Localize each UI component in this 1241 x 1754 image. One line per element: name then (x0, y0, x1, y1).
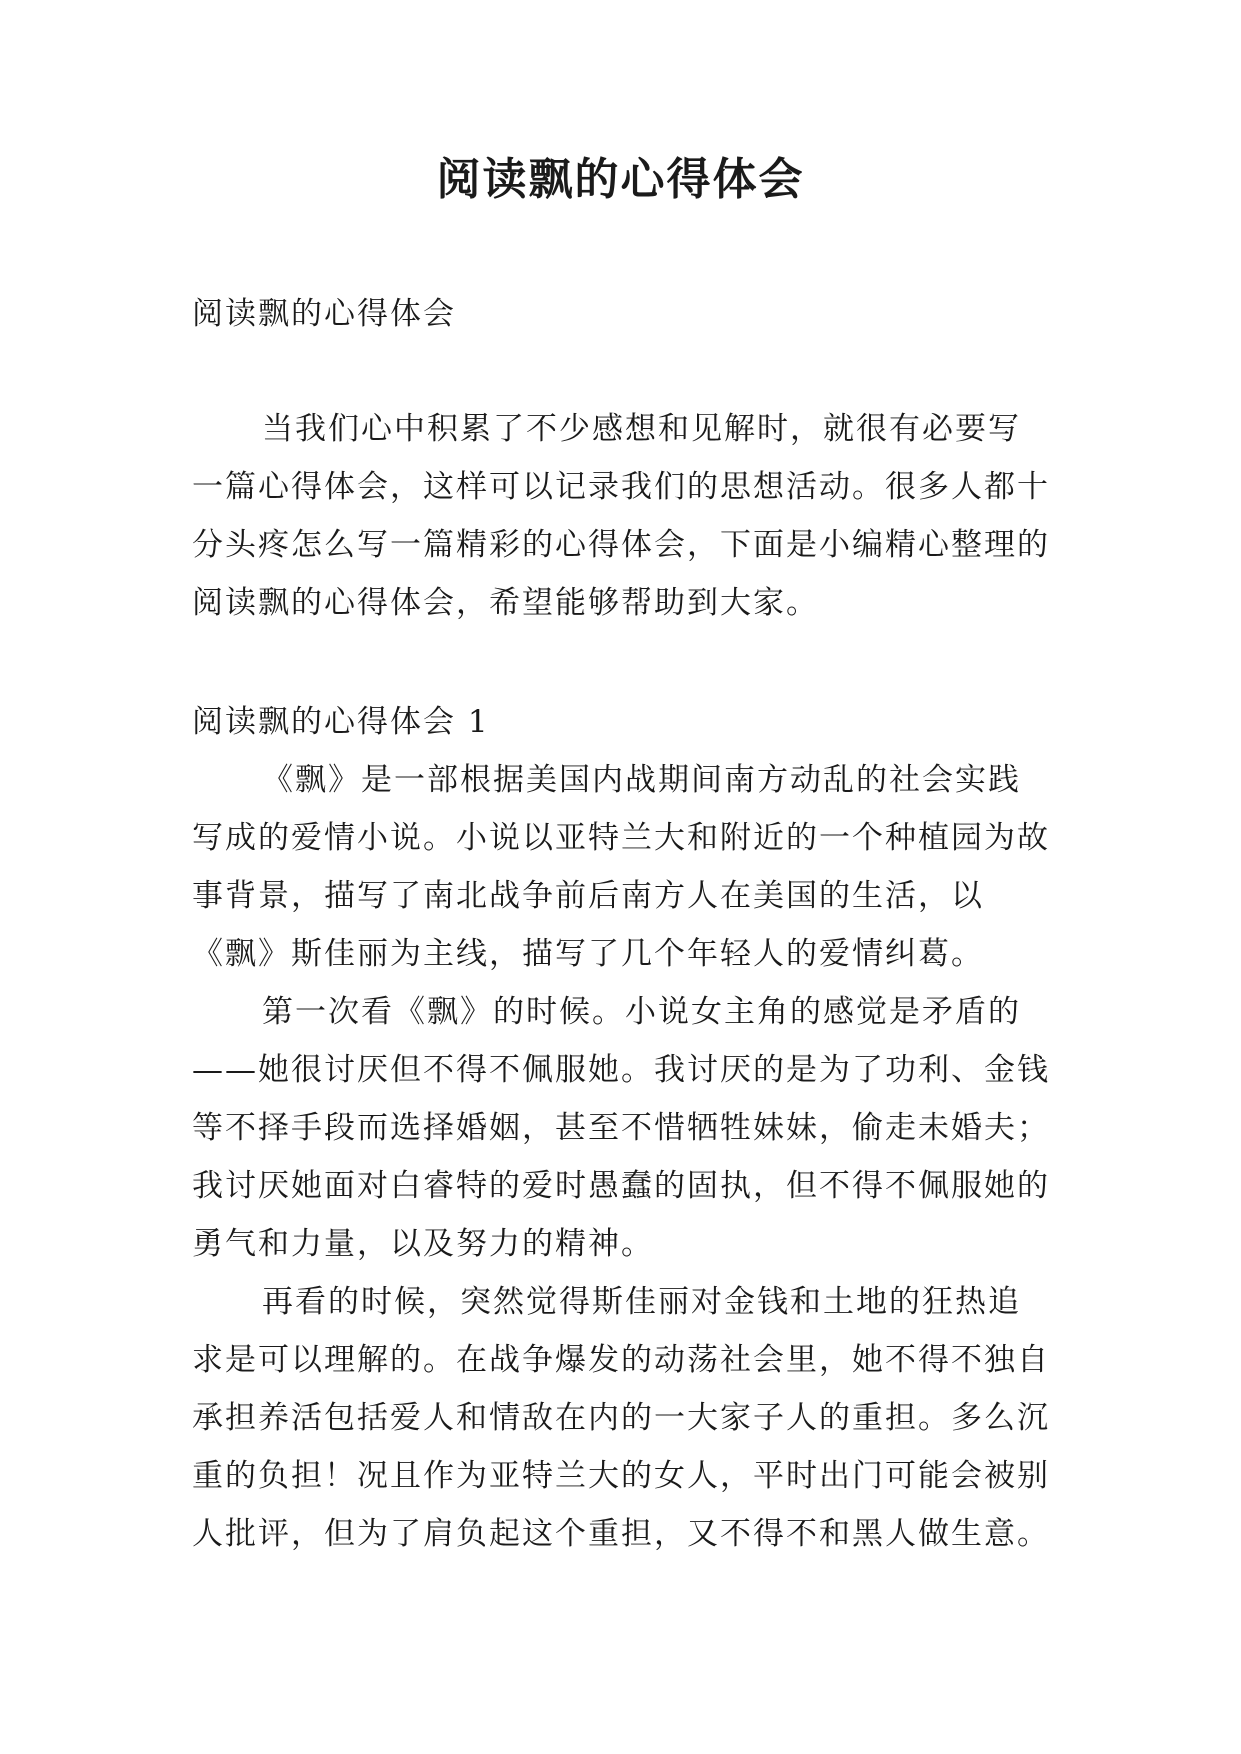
section-paragraph: 第一次看《飘》的时候。小说女主角的感觉是矛盾的——她很讨厌但不得不佩服她。我讨厌的是为了功利、金钱等不择手段而选择婚姻，甚至不惜牺牲妹妹，偷走未婚夫；我讨厌她面对白睿特的爱时愚蠢的固执，但不得不佩服她的勇气和力量，以及努力的精神。 (192, 994, 1050, 1262)
section-heading: 阅读飘的心得体会 1 (192, 704, 490, 740)
document-subtitle: 阅读飘的心得体会 (192, 296, 456, 332)
section-paragraph: 再看的时候，突然觉得斯佳丽对金钱和土地的狂热追求是可以理解的。在战争爆发的动荡社会里，她不得不独自承担养活包括爱人和情敌在内的一大家子人的重担。多么沉重的负担！况且作为亚特兰大的女人，平时出门可能会被别人批评，但为了肩负起这个重担，又不得不和黑人做生意。 (192, 1284, 1050, 1552)
document-title: 阅读飘的心得体会 (436, 154, 805, 205)
intro-paragraph: 当我们心中积累了不少感想和见解时，就很有必要写一篇心得体会，这样可以记录我们的思想活动。很多人都十分头疼怎么写一篇精彩的心得体会，下面是小编精心整理的阅读飘的心得体会，希望能够帮助到大家。 (192, 411, 1050, 621)
section-paragraph: 《飘》是一部根据美国内战期间南方动乱的社会实践写成的爱情小说。小说以亚特兰大和附近的一个种植园为故事背景，描写了南北战争前后南方人在美国的生活，以《飘》斯佳丽为主线，描写了几个年轻人的爱情纠葛。 (192, 762, 1050, 972)
